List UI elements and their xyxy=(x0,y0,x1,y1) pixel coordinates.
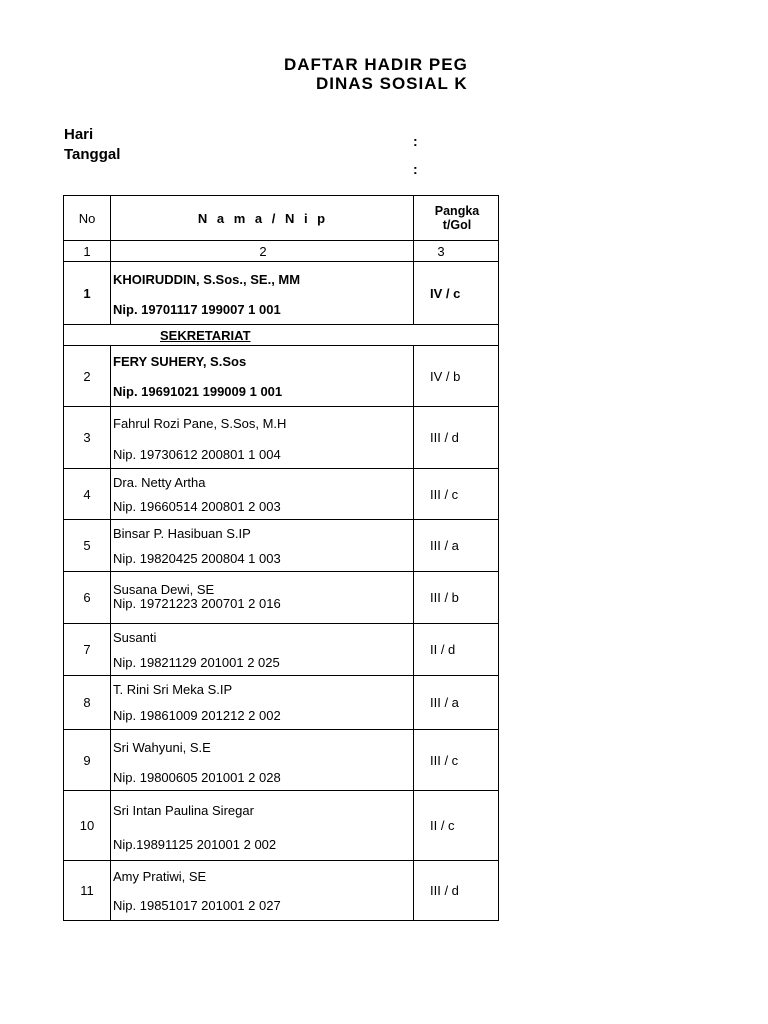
table-row xyxy=(64,624,499,676)
row-number: 2 xyxy=(64,346,111,407)
employee-name: Sri Intan Paulina Siregar xyxy=(113,803,254,818)
section-row xyxy=(64,325,499,346)
row-number: 9 xyxy=(64,730,111,791)
row-number: 10 xyxy=(64,791,111,861)
section-title: SEKRETARIAT xyxy=(64,325,499,346)
name-nip-cell xyxy=(111,469,414,520)
employee-nip: Nip. 19861009 201212 2 002 xyxy=(113,708,281,723)
pangkat-gol: IV / b xyxy=(414,346,499,407)
employee-name: Fahrul Rozi Pane, S.Sos, M.H xyxy=(113,416,287,431)
employee-nip: Nip. 19660514 200801 2 003 xyxy=(113,499,281,514)
row-number: 4 xyxy=(64,469,111,520)
pangkat-gol: III / d xyxy=(414,861,499,921)
pangkat-gol: II / d xyxy=(414,624,499,676)
row-number: 8 xyxy=(64,676,111,730)
header-no: No xyxy=(64,196,111,241)
employee-nip: Nip. 19800605 201001 2 028 xyxy=(113,770,281,785)
table-row xyxy=(64,262,499,325)
name-nip-cell xyxy=(111,730,414,791)
table-row xyxy=(64,676,499,730)
employee-name: FERY SUHERY, S.Sos xyxy=(113,354,247,369)
pangkat-gol: III / d xyxy=(414,407,499,469)
employee-name: Amy Pratiwi, SE xyxy=(113,869,207,884)
tanggal-label: Tanggal xyxy=(64,146,121,163)
employee-name: KHOIRUDDIN, S.Sos., SE., MM xyxy=(113,272,301,287)
column-number: 1 xyxy=(64,241,111,262)
table-row xyxy=(64,520,499,572)
table-row xyxy=(64,730,499,791)
pangkat-gol: III / c xyxy=(414,469,499,520)
hari-colon: : xyxy=(413,133,418,149)
row-number: 6 xyxy=(64,572,111,624)
employee-name: Susana Dewi, SE xyxy=(113,582,215,597)
employee-nip: Nip. 19701117 199007 1 001 xyxy=(113,302,281,317)
employee-name: Sri Wahyuni, S.E xyxy=(113,740,211,755)
header-gol-line2: t/Gol xyxy=(442,218,472,232)
column-number: 3 xyxy=(414,241,499,262)
employee-name: Dra. Netty Artha xyxy=(113,475,206,490)
hari-label: Hari xyxy=(64,126,94,143)
title-line-1: DAFTAR HADIR PEG xyxy=(284,55,468,74)
name-nip-cell xyxy=(111,520,414,572)
title-line-2: DINAS SOSIAL K xyxy=(316,74,468,93)
name-nip-cell xyxy=(111,624,414,676)
name-nip-cell xyxy=(111,861,414,921)
row-number: 7 xyxy=(64,624,111,676)
employee-nip: Nip.19891125 201001 2 002 xyxy=(113,837,277,852)
table-row xyxy=(64,346,499,407)
table-header-row xyxy=(64,196,499,241)
employee-nip: Nip. 19820425 200804 1 003 xyxy=(113,551,281,566)
attendance-table xyxy=(63,195,499,921)
employee-nip: Nip. 19851017 201001 2 027 xyxy=(113,898,281,913)
name-nip-cell xyxy=(111,262,414,325)
row-number: 5 xyxy=(64,520,111,572)
pangkat-gol: III / a xyxy=(414,676,499,730)
employee-name: T. Rini Sri Meka S.IP xyxy=(113,682,233,697)
name-nip-cell xyxy=(111,791,414,861)
table-row xyxy=(64,861,499,921)
name-nip-cell xyxy=(111,346,414,407)
name-nip-cell xyxy=(111,572,414,624)
row-number: 11 xyxy=(64,861,111,921)
column-number: 2 xyxy=(111,241,414,262)
name-nip-cell xyxy=(111,407,414,469)
pangkat-gol: IV / c xyxy=(414,262,499,325)
row-number: 3 xyxy=(64,407,111,469)
tanggal-colon: : xyxy=(413,161,418,177)
table-row xyxy=(64,572,499,624)
pangkat-gol: II / c xyxy=(414,791,499,861)
header-nama-nip: N a m a / N i p xyxy=(111,196,414,241)
pangkat-gol: III / c xyxy=(414,730,499,791)
name-nip-cell xyxy=(111,676,414,730)
header-pangkat-gol xyxy=(414,196,499,241)
employee-name: Susanti xyxy=(113,630,157,645)
employee-nip: Nip. 19730612 200801 1 004 xyxy=(113,447,281,462)
employee-nip: Nip. 19691021 199009 1 001 xyxy=(113,384,283,399)
table-row xyxy=(64,407,499,469)
table-row xyxy=(64,469,499,520)
pangkat-gol: III / a xyxy=(414,520,499,572)
row-number: 1 xyxy=(64,262,111,325)
employee-nip: Nip. 19821129 201001 2 025 xyxy=(113,655,280,670)
column-number-row xyxy=(64,241,499,262)
header-gol-line1: Pangka xyxy=(434,204,480,218)
employee-name: Binsar P. Hasibuan S.IP xyxy=(113,526,251,541)
pangkat-gol: III / b xyxy=(414,572,499,624)
employee-nip: Nip. 19721223 200701 2 016 xyxy=(113,596,281,611)
table-row xyxy=(64,791,499,861)
